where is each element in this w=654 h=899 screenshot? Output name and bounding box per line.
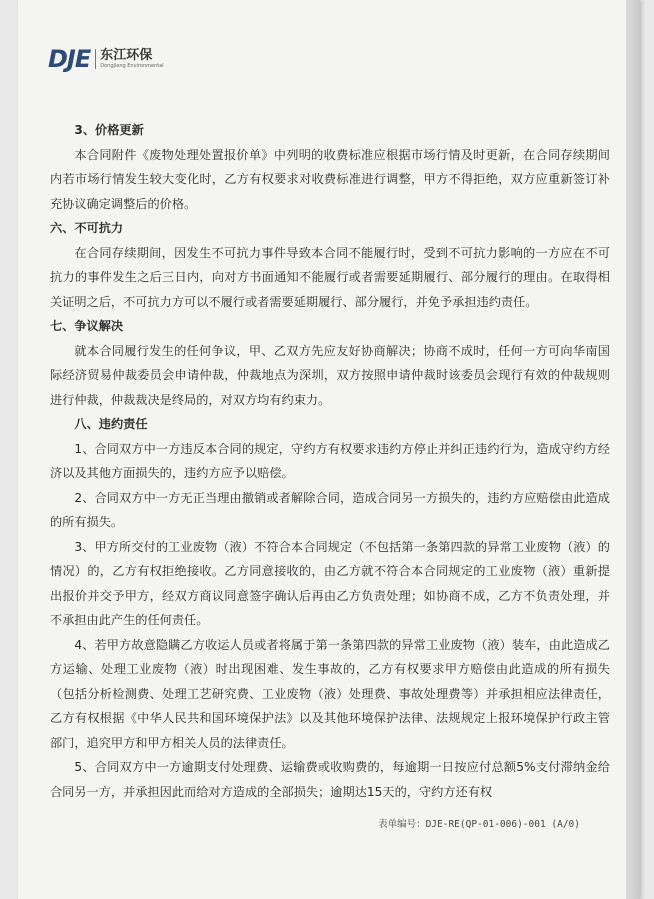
breach-clause: 3、甲方所交付的工业废物（液）不符合本合同规定（不包括第一条第四款的异常工业废物（液）的情况）的，乙方有权拒绝接收。乙方同意接收的，由乙方就不符合本合同规定的工业废物（液）重新提出报价并交予甲方，经双方商议同意签字确认后再由乙方负责处理；如协商不成，乙方不负责处理，并不承担由此产生的任何责任。	[50, 539, 610, 627]
breach-clause: 1、合同双方中一方违反本合同的规定，守约方有权要求违约方停止并纠正违约行为，造成守约方经济以及其他方面损失的，违约方应予以赔偿。	[50, 441, 610, 480]
breach-clause: 5、合同双方中一方逾期支付处理费、运输费或收购费的，每逾期一日按应付总额5%支付滞纳金给合同另一方，并承担因此而给对方造成的全部损失；逾期达15天的，守约方还有权	[50, 760, 610, 799]
section-breach-title: 八、违约责任	[74, 417, 148, 431]
company-logo	[48, 46, 164, 72]
section-price-update-title: 3、价格更新	[74, 123, 144, 137]
logo-text	[95, 49, 163, 69]
section-dispute-body: 就本合同履行发生的任何争议，甲、乙双方先应友好协商解决；协商不成时，任何一方可向华南国际经济贸易仲裁委员会申请仲裁，仲裁地点为深圳，双方按照申请仲裁时该委员会现行有效的仲裁规则进行仲裁，仲裁裁决是终局的，对双方均有约束力。	[50, 343, 610, 407]
logo-chinese-name: 东江环保	[100, 48, 153, 63]
section-force-majeure-body: 在合同存续期间，因发生不可抗力事件导致本合同不能履行时，受到不可抗力影响的一方应在不可抗力的事件发生之后三日内，向对方书面通知不能履行或者需要延期履行、部分履行的理由。在取得相关证明之后，不可抗力方可以不履行或者需要延期履行、部分履行，并免予承担违约责任。	[50, 245, 610, 309]
section-price-update-body: 本合同附件《废物处理处置报价单》中列明的收费标准应根据市场行情及时更新，在合同存续期间内若市场行情发生较大变化时，乙方有权要求对收费标准进行调整，甲方不得拒绝，双方应重新签订补充协议确定调整后的价格。	[50, 147, 610, 211]
breach-clause: 4、若甲方故意隐瞒乙方收运人员或者将属于第一条第四款的异常工业废物（液）装车，由此造成乙方运输、处理工业废物（液）时出现困难、发生事故的，乙方有权要求甲方赔偿由此造成的所有损失（包括分析检测费、处理工艺研究费、工业废物（液）处理费、事故处理费等）并承担相应法律责任，乙方有权根据《中华人民共和国环境保护法》以及其他环境保护法律、法规规定上报环境保护行政主管部门，追究甲方和甲方相关人员的法律责任。	[50, 637, 610, 750]
page-edge	[626, 0, 640, 899]
logo-mark: DJE	[48, 45, 91, 73]
document-page	[18, 0, 640, 899]
section-force-majeure-title: 六、不可抗力	[50, 221, 124, 235]
document-body	[50, 118, 610, 804]
logo-english-name: Dongjiang Environmental	[100, 63, 164, 69]
section-dispute-title: 七、争议解决	[50, 319, 124, 333]
breach-clause: 2、合同双方中一方无正当理由撤销或者解除合同，造成合同另一方损失的，违约方应赔偿由此造成的所有损失。	[50, 490, 610, 529]
form-number: 表单编号：DJE-RE(QP-01-006)-001 (A/0)	[378, 819, 580, 830]
